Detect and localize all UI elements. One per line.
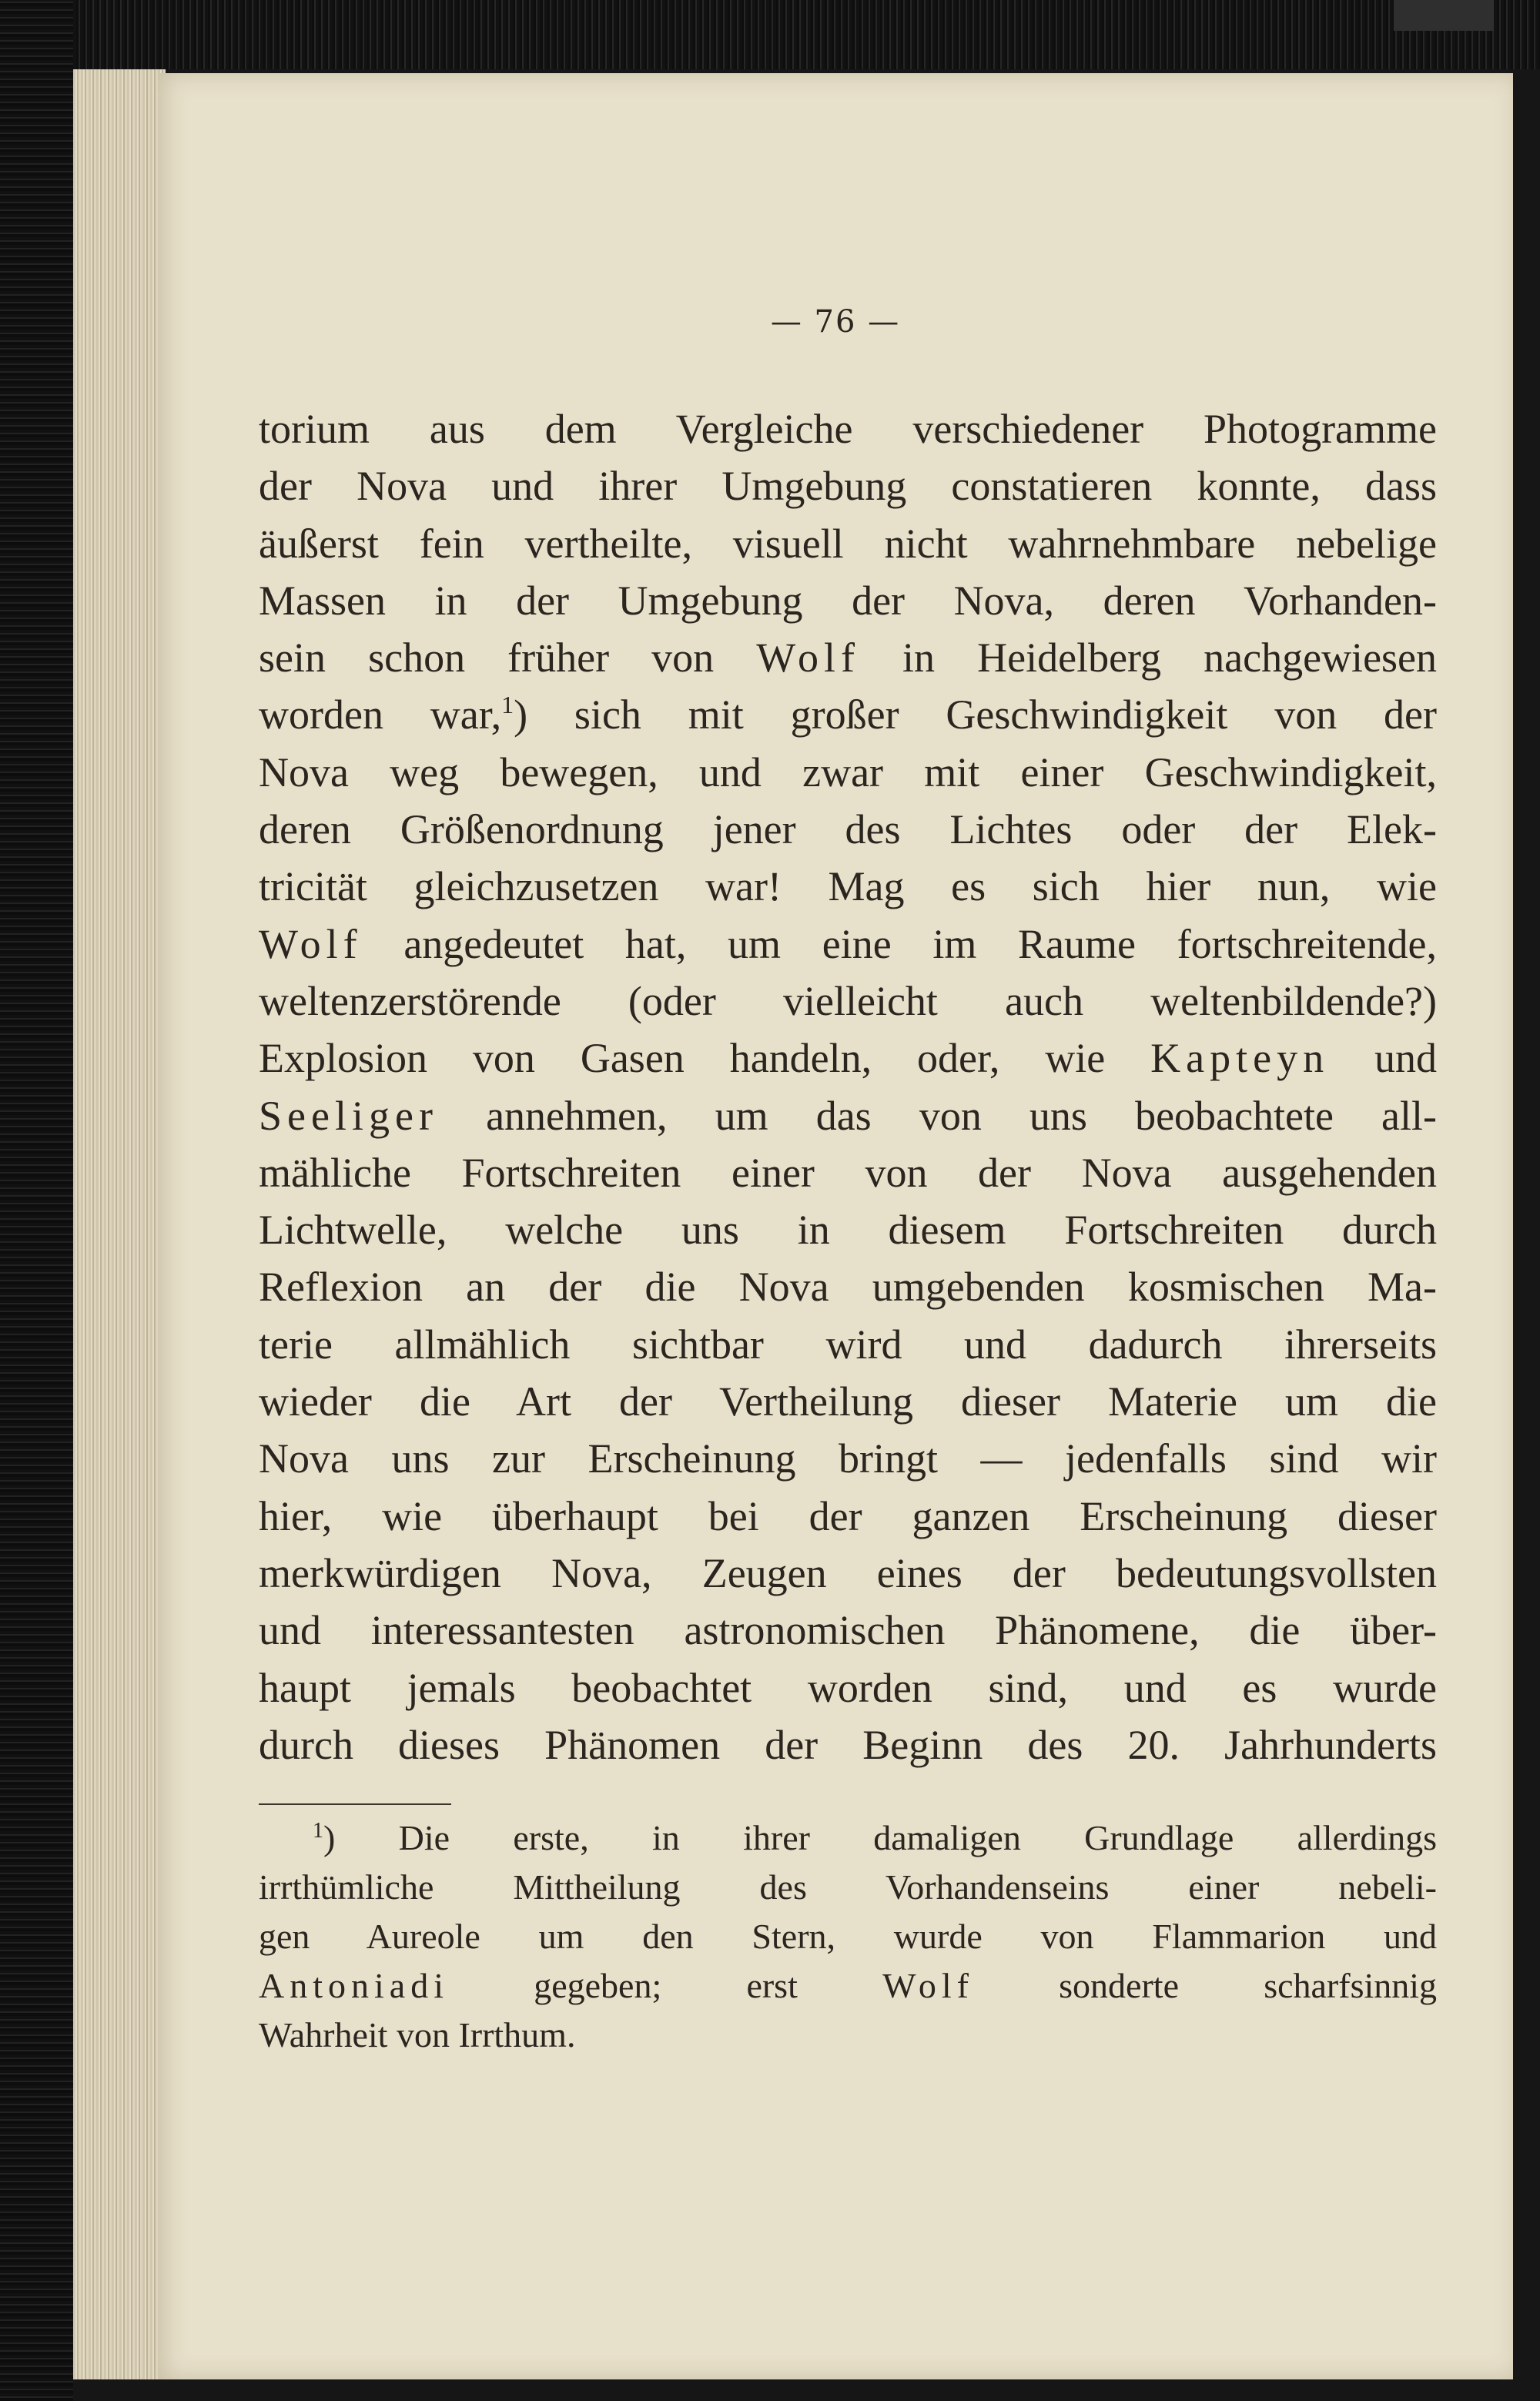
author-name-wolf: Wolf [882,1966,974,2005]
scanner-clip [1394,0,1494,31]
text-line: Massen in der Umgebung der Nova, deren Vorhanden- [259,577,1437,624]
text-line: durch dieses Phänomen der Beginn des 20. Jahrhunderts [259,1721,1437,1768]
text-fragment: ) Die erste, in ihrer damaligen Grundlage allerdings [323,1818,1437,1857]
text-line: merkwürdigen Nova, Zeugen eines der bedeutungsvollsten [259,1549,1437,1596]
footnote-line [259,1961,1437,2011]
book-cover-top-edge [0,0,1540,69]
footnote-line: Wahrheit von Irrthum. [259,2015,576,2054]
author-name-antoniadi: Antoniadi [259,1966,449,2005]
text-line: und interessantesten astronomischen Phänomene, die über- [259,1607,1437,1654]
text-line [259,629,1437,686]
text-fragment: ) sich mit großer Geschwindigkeit von der [514,692,1437,738]
text-line: äußerst fein vertheilte, visuell nicht wahrnehmbare nebelige [259,520,1437,567]
text-line: Nova uns zur Erscheinung bringt — jedenfalls sind wir [259,1435,1437,1482]
author-name-seeliger: Seeliger [259,1092,438,1139]
body-text [259,400,1437,1773]
text-fragment: in Heidelberg nachgewiesen [902,635,1438,681]
text-line: terie allmählich sichtbar wird und dadurch ihrerseits [259,1321,1437,1368]
page-stack-edges [73,69,166,2379]
footnote-line: gen Aureole um den Stern, wurde von Flammarion und [259,1917,1437,1956]
text-line: hier, wie überhaupt bei der ganzen Erscheinung dieser [259,1492,1437,1539]
text-line: Lichtwelle, welche uns in diesem Fortschreiten durch [259,1207,1437,1254]
text-line: Nova weg bewegen, und zwar mit einer Geschwindigkeit, [259,748,1437,795]
text-line [259,686,1437,743]
text-line [259,916,1437,973]
text-fragment: worden war, [259,692,502,738]
footnote-line: irrthümliche Mittheilung des Vorhandenseins einer nebeli- [259,1867,1437,1907]
author-name-kapteyn: Kapteyn [1150,1035,1330,1082]
text-fragment: Explosion von Gasen handeln, oder, wie [259,1035,1106,1082]
text-fragment: angedeutet hat, um eine im Raume fortschreitende, [403,920,1438,967]
book-cover-left-edge [0,0,73,2401]
footnote-line [259,1813,1437,1863]
text-fragment: und [1374,1035,1438,1082]
footnote-divider [259,1803,451,1805]
footnote [259,1813,1437,2060]
text-line: wieder die Art der Vertheilung dieser Materie um die [259,1378,1437,1425]
text-line [259,1087,1437,1144]
text-line [259,1030,1437,1087]
text-line: deren Größenordnung jener des Lichtes oder der Elek- [259,806,1437,853]
text-line: haupt jemals beobachtet worden sind, und es wurde [259,1664,1437,1711]
footnote-reference[interactable]: 1 [501,691,514,719]
text-line: weltenzerstörende (oder vielleicht auch weltenbildende?) [259,977,1437,1024]
footnote-marker: 1 [313,1819,323,1843]
text-fragment: sein schon früher von [259,635,715,681]
text-line: Reflexion an der die Nova umgebenden kosmischen Ma- [259,1264,1437,1311]
page-number: — 76 — [770,304,901,340]
author-name-wolf: Wolf [259,920,363,967]
author-name-wolf: Wolf [756,635,860,681]
text-line: der Nova und ihrer Umgebung constatieren konnte, dass [259,463,1437,510]
text-line: mähliche Fortschreiten einer von der Nova ausgehenden [259,1149,1437,1196]
text-fragment: sonderte scharfsinnig [1059,1966,1438,2005]
text-fragment: annehmen, um das von uns beobachtete all- [486,1092,1437,1139]
text-line: torium aus dem Vergleiche verschiedener Photogramme [259,406,1437,452]
text-line: tricität gleichzusetzen war! Mag es sich hier nun, wie [259,863,1437,910]
text-fragment: gegeben; erst [534,1966,798,2005]
